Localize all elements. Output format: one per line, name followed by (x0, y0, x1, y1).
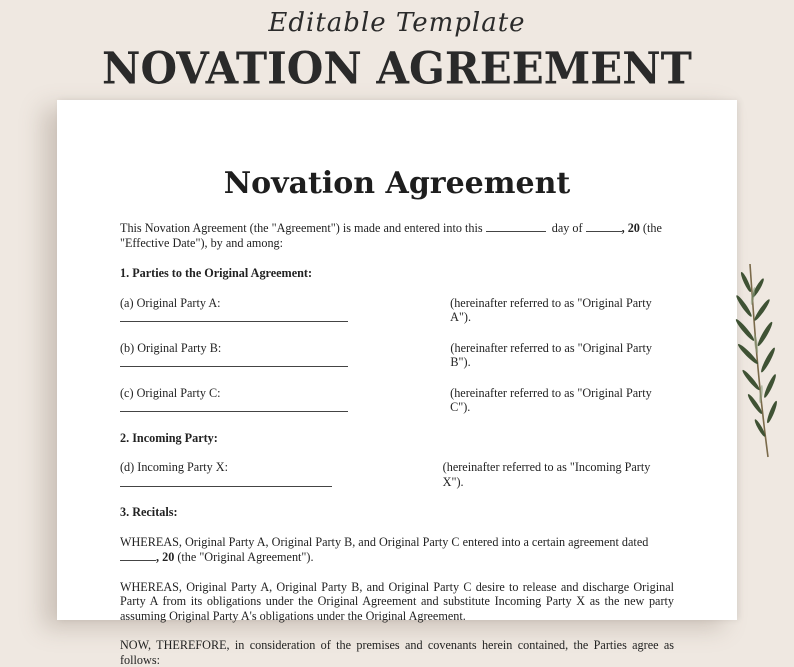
intro-text-d: (the (642, 221, 662, 235)
party-c-ref: (hereinafter referred to as "Original Party C"). (450, 385, 652, 414)
party-c-blank (120, 400, 348, 412)
party-b-blank (120, 355, 348, 367)
party-b-ref: (hereinafter referred to as "Original Party B"). (450, 340, 652, 369)
whereas-1-text: WHEREAS, Original Party A, Original Party B, and Original Party C entered into a certain agreement dated (120, 534, 649, 549)
agreement-date-blank (120, 549, 156, 561)
whereas-1 (120, 535, 674, 565)
party-c-label: (c) Original Party C: (120, 385, 221, 400)
whereas-2: WHEREAS, Original Party A, Original Party B, and Original Party C desire to release and discharge Original Party A from its obligations under the Original Agreement and substitute Incoming Party X as the new party assuming Original Party A's obligations under the Original Agreement. (120, 579, 674, 623)
intro-text-b: day of (551, 221, 583, 235)
section2-heading: 2. Incoming Party: (120, 430, 218, 445)
party-a-label: (a) Original Party A: (120, 295, 221, 310)
month-blank (586, 220, 622, 232)
party-x-blank (120, 475, 332, 487)
party-b-label: (b) Original Party B: (120, 340, 222, 355)
whereas-1-end: (the "Original Agreement"). (177, 550, 314, 564)
document-body (120, 220, 674, 667)
intro-year: , 20 (621, 221, 640, 235)
party-c-line (120, 386, 674, 416)
now-therefore: NOW, THEREFORE, in consideration of the premises and covenants herein contained, the Parties agree as follows: (120, 638, 674, 667)
day-blank (486, 220, 546, 232)
document-title: Novation Agreement (223, 166, 571, 201)
party-b-line (120, 341, 674, 371)
main-title: NOVATION AGREEMENT (102, 42, 692, 95)
intro-text-e: "Effective Date"), by and among: (120, 235, 284, 250)
section1-heading: 1. Parties to the Original Agreement: (120, 266, 313, 280)
party-a-ref: (hereinafter referred to as "Original Party A"). (450, 295, 652, 324)
agreement-year: , 20 (156, 550, 175, 564)
intro-text-a: This Novation Agreement (the "Agreement") is made and entered into this (120, 221, 483, 235)
rosemary-sprig-decoration (720, 262, 790, 462)
intro-paragraph (120, 220, 674, 250)
document-page (57, 100, 737, 667)
party-x-ref: (hereinafter referred to as "Incoming Party X"). (442, 460, 651, 489)
party-x-line (120, 460, 674, 490)
section3-heading: 3. Recitals: (120, 505, 178, 519)
party-a-blank (120, 310, 348, 322)
party-x-label: (d) Incoming Party X: (120, 460, 228, 474)
party-a-line (120, 296, 674, 326)
script-title: Editable Template (268, 8, 526, 38)
